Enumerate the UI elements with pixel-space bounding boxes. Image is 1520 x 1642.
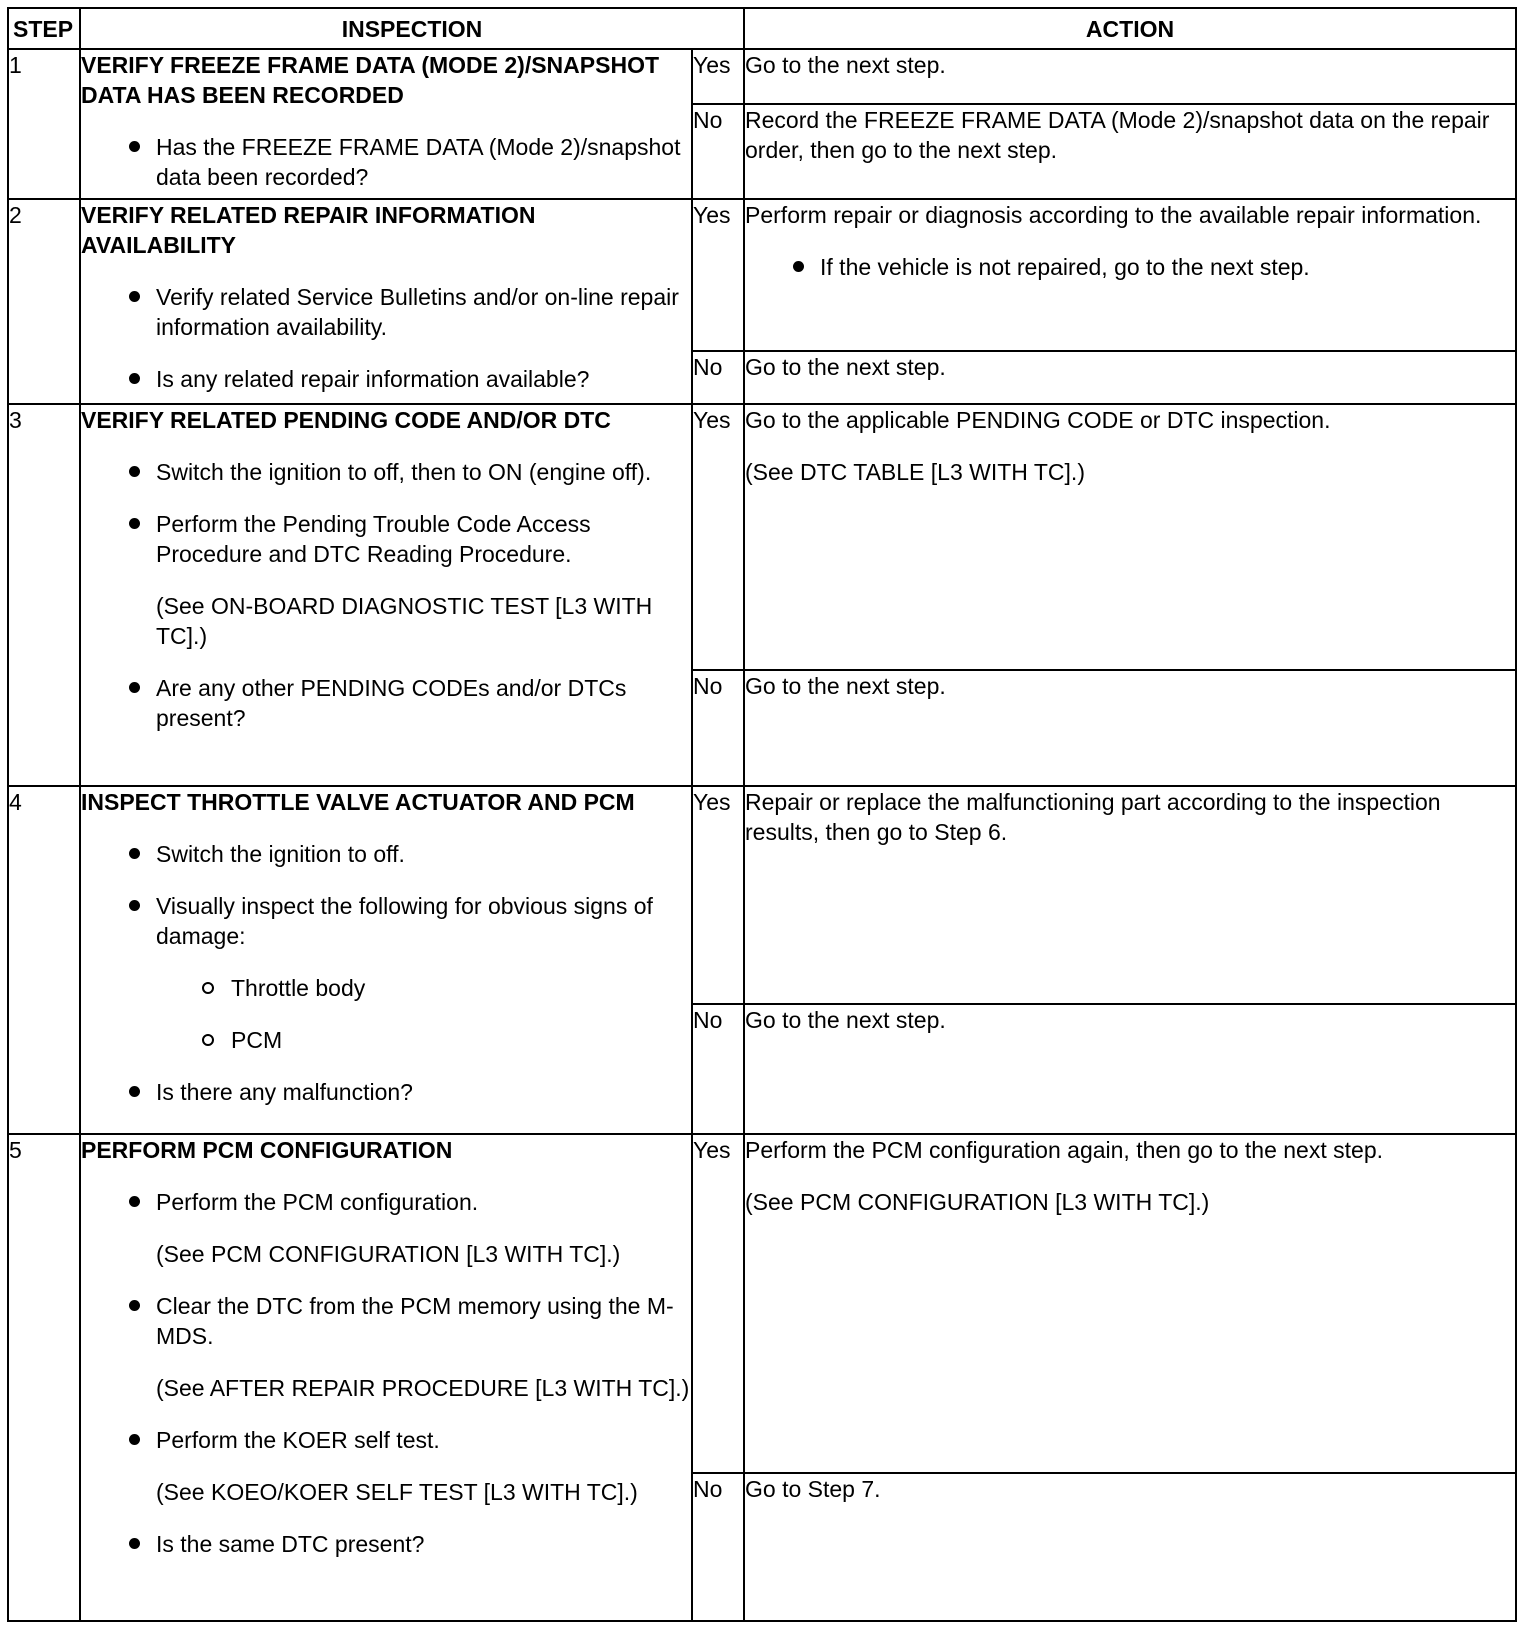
inspection-item: Are any other PENDING CODEs and/or DTCs present? xyxy=(81,673,691,733)
step-2-inspection xyxy=(80,199,692,404)
yes-label: Yes xyxy=(692,786,744,1004)
no-action: Go to the next step. xyxy=(744,351,1516,404)
yes-action: Go to the next step. xyxy=(744,49,1516,104)
no-label: No xyxy=(692,104,744,199)
reference-text: (See ON-BOARD DIAGNOSTIC TEST [L3 WITH TC].) xyxy=(156,593,653,649)
reference-text: (See DTC TABLE [L3 WITH TC].) xyxy=(745,459,1085,485)
no-label: No xyxy=(692,1004,744,1134)
inspection-item: Perform the Pending Trouble Code Access Procedure and DTC Reading Procedure. xyxy=(81,509,691,569)
yes-label: Yes xyxy=(692,404,744,670)
no-action: Record the FREEZE FRAME DATA (Mode 2)/snapshot data on the repair order, then go to the next step. xyxy=(744,104,1516,199)
inspection-item: Perform the KOER self test. xyxy=(81,1425,691,1455)
header-inspection: INSPECTION xyxy=(80,8,744,49)
no-action: Go to the next step. xyxy=(744,670,1516,786)
step-2-yes-row xyxy=(8,199,1516,351)
inspection-item: Switch the ignition to off. xyxy=(81,839,691,869)
step-4-yes-row xyxy=(8,786,1516,1004)
step-3-inspection xyxy=(80,404,692,786)
inspection-item: Is there any malfunction? xyxy=(81,1077,691,1107)
reference-text: (See PCM CONFIGURATION [L3 WITH TC].) xyxy=(156,1241,621,1267)
step-number: 5 xyxy=(8,1134,80,1621)
step-3-yes-row xyxy=(8,404,1516,670)
header-row xyxy=(8,8,1516,49)
yes-action: Perform the PCM configuration again, then go to the next step. (See PCM CONFIGURATION [L3 WITH TC].) xyxy=(744,1134,1516,1473)
no-action: Go to Step 7. xyxy=(744,1473,1516,1621)
inspection-item: Visually inspect the following for obvious signs of damage: xyxy=(81,891,691,951)
diagnostic-table xyxy=(7,7,1517,1622)
step-1-yes-row xyxy=(8,49,1516,104)
inspection-item: Is any related repair information available? xyxy=(81,364,691,394)
reference-text: (See AFTER REPAIR PROCEDURE [L3 WITH TC].) xyxy=(156,1375,690,1401)
step-5-inspection xyxy=(80,1134,692,1621)
step-number: 4 xyxy=(8,786,80,1134)
step-5-yes-row xyxy=(8,1134,1516,1473)
inspection-item: Perform the PCM configuration. xyxy=(81,1187,691,1217)
step-title: PERFORM PCM CONFIGURATION xyxy=(81,1137,453,1163)
step-title: VERIFY FREEZE FRAME DATA (MODE 2)/SNAPSHOT DATA HAS BEEN RECORDED xyxy=(81,52,660,108)
action-bullet: If the vehicle is not repaired, go to the next step. xyxy=(745,252,1515,282)
inspection-subitem: Throttle body xyxy=(81,973,691,1003)
inspection-subitem: PCM xyxy=(81,1025,691,1055)
yes-action: Go to the applicable PENDING CODE or DTC inspection. (See DTC TABLE [L3 WITH TC].) xyxy=(744,404,1516,670)
step-title: VERIFY RELATED REPAIR INFORMATION AVAILABILITY xyxy=(81,202,536,258)
header-step: STEP xyxy=(8,8,80,49)
inspection-item: Verify related Service Bulletins and/or on-line repair information availability. xyxy=(81,282,691,342)
yes-label: Yes xyxy=(692,1134,744,1473)
step-number: 3 xyxy=(8,404,80,786)
inspection-item: Has the FREEZE FRAME DATA (Mode 2)/snapshot data been recorded? xyxy=(81,132,691,192)
no-label: No xyxy=(692,351,744,404)
step-title: VERIFY RELATED PENDING CODE AND/OR DTC xyxy=(81,407,611,433)
inspection-item: Is the same DTC present? xyxy=(81,1529,691,1559)
step-title: INSPECT THROTTLE VALVE ACTUATOR AND PCM xyxy=(81,789,635,815)
no-action: Go to the next step. xyxy=(744,1004,1516,1134)
inspection-item: Switch the ignition to off, then to ON (engine off). xyxy=(81,457,691,487)
step-4-inspection xyxy=(80,786,692,1134)
yes-action: Perform repair or diagnosis according to the available repair information. If the vehicle is not repaired, go to the next step. xyxy=(744,199,1516,351)
header-action: ACTION xyxy=(744,8,1516,49)
no-label: No xyxy=(692,670,744,786)
inspection-item: Clear the DTC from the PCM memory using the M-MDS. xyxy=(81,1291,691,1351)
step-number: 1 xyxy=(8,49,80,199)
no-label: No xyxy=(692,1473,744,1621)
yes-label: Yes xyxy=(692,199,744,351)
reference-text: (See PCM CONFIGURATION [L3 WITH TC].) xyxy=(745,1189,1210,1215)
step-number: 2 xyxy=(8,199,80,404)
step-1-inspection xyxy=(80,49,692,199)
yes-label: Yes xyxy=(692,49,744,104)
yes-action: Repair or replace the malfunctioning part according to the inspection results, then go to Step 6. xyxy=(744,786,1516,1004)
reference-text: (See KOEO/KOER SELF TEST [L3 WITH TC].) xyxy=(156,1479,638,1505)
